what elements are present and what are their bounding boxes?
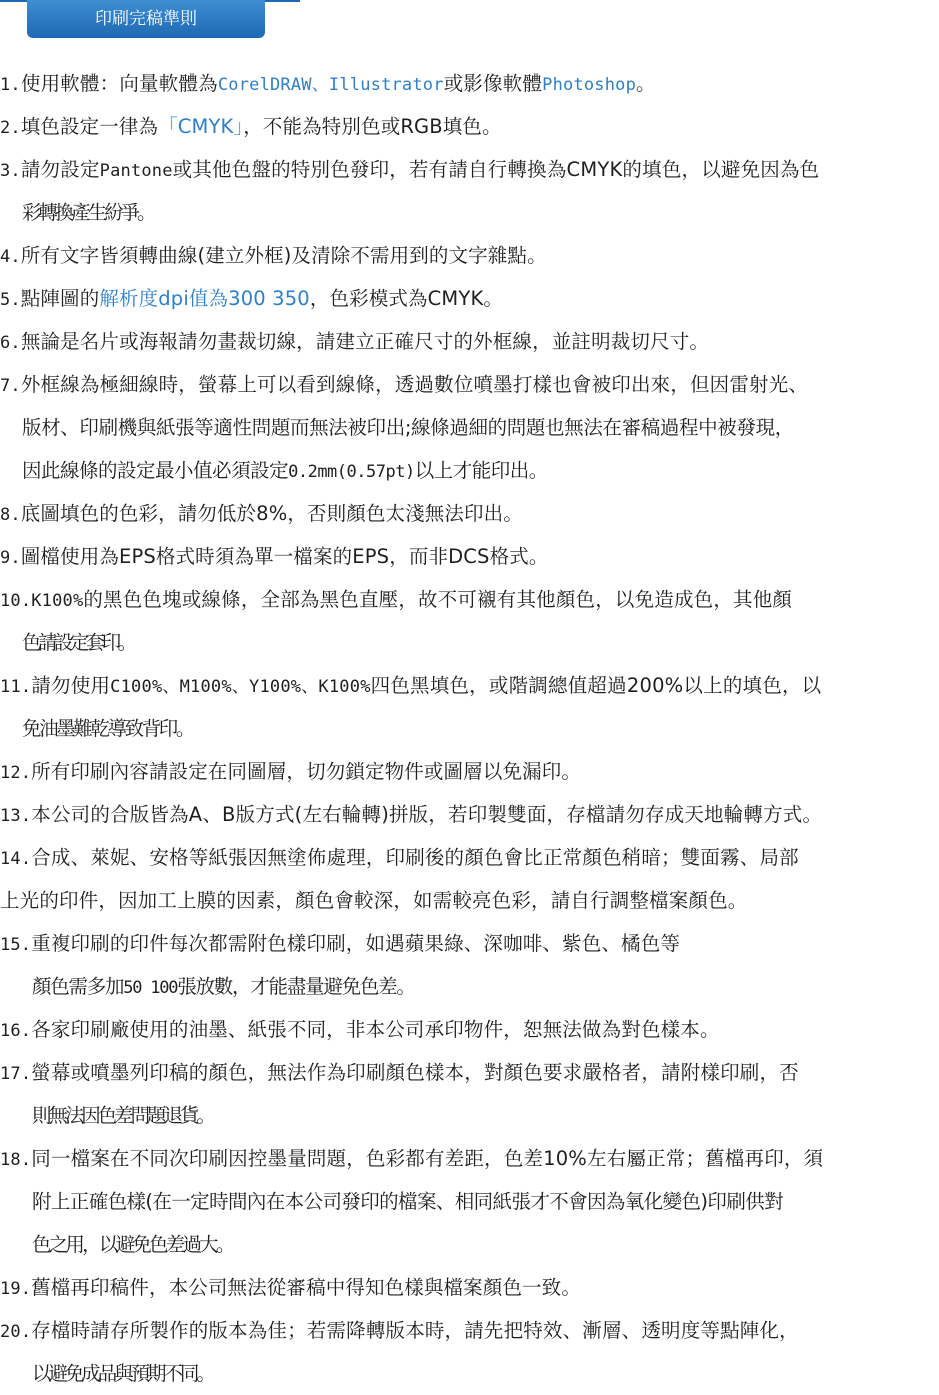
section-tab <box>27 0 265 38</box>
rule-15-cont: 顏色需多加50 100張放數，才能盡量避免色差。 <box>32 975 415 998</box>
rule-20-cont: 以避免成品與預期不同。 <box>32 1362 213 1385</box>
rule-18: 18.同一檔案在不同次印刷因控墨量問題，色彩都有差距，色差10%左右屬正常；舊檔再印，須 <box>0 1147 824 1170</box>
rule-10-cont: 色請設定套印。 <box>22 631 134 654</box>
rule-7: 7.外框線為極細線時，螢幕上可以看到線條，透過數位噴墨打樣也會被印出來，但因雷射光、 <box>0 373 809 396</box>
rule-11-cont: 免油墨難乾導致背印。 <box>22 717 194 740</box>
rule-18-cont-1: 附上正確色樣(在一定時間內在本公司發印的檔案、相同紙張才不會因為氧化變色)印刷供對 <box>32 1190 784 1213</box>
rule-7-cont-1: 版材、印刷機與紙張等適性問題而無法被印出;線條過細的問題也無法在審稿過程中被發現， <box>22 416 794 439</box>
rule-5: 5.點陣圖的解析度dpi值為300 350，色彩模式為CMYK。 <box>0 287 504 310</box>
rule-17: 17.螢幕或噴墨列印稿的顏色，無法作為印刷顏色樣本，對顏色要求嚴格者，請附樣印刷，否 <box>0 1061 799 1084</box>
rule-7-cont-2: 因此線條的設定最小值必須設定0.2mm(0.57pt)以上才能印出。 <box>22 459 548 482</box>
rule-14-cont: 上光的印件，因加工上膜的因素，顏色會較深，如需較亮色彩，請自行調整檔案顏色。 <box>0 889 748 912</box>
rule-1: 1.使用軟體：向量軟體為CorelDRAW、Illustrator或影像軟體Photoshop。 <box>0 72 656 95</box>
rule-11: 11.請勿使用C100%、M100%、Y100%、K100%四色黑填色，或階調總值超過200%以上的填色，以 <box>0 674 822 697</box>
rule-14: 14.合成、萊妮、安格等紙張因無塗佈處理，印刷後的顏色會比正常顏色稍暗；雙面霧、局部 <box>0 846 799 869</box>
section-title: 印刷完稿準則 <box>95 9 197 29</box>
rule-3: 3.請勿設定Pantone或其他色盤的特別色發印，若有請自行轉換為CMYK的填色，以避免因為色 <box>0 158 820 181</box>
rule-6: 6.無論是名片或海報請勿畫裁切線，請建立正確尺寸的外框線，並註明裁切尺寸。 <box>0 330 710 353</box>
rule-2: 2.填色設定一律為「CMYK」，不能為特別色或RGB填色。 <box>0 115 502 138</box>
rule-3-cont: 彩轉換產生紛爭。 <box>22 201 154 224</box>
rule-17-cont: 則無法因色差問題退貨。 <box>32 1104 213 1127</box>
rule-18-cont-2: 色之用，以避免色差過大。 <box>32 1233 233 1256</box>
rule-9: 9.圖檔使用為EPS格式時須為單一檔案的EPS，而非DCS格式。 <box>0 545 549 568</box>
rule-12: 12.所有印刷內容請設定在同圖層，切勿鎖定物件或圖層以免漏印。 <box>0 760 582 783</box>
rule-20: 20.存檔時請存所製作的版本為佳；若需降轉版本時，請先把特效、漸層、透明度等點陣化， <box>0 1319 799 1342</box>
rule-15: 15.重複印刷的印件每次都需附色樣印刷，如遇蘋果綠、深咖啡、紫色、橘色等 <box>0 932 681 955</box>
rule-10: 10.K100%的黑色色塊或線條，全部為黑色直壓，故不可襯有其他顏色，以免造成色，其他顏 <box>0 588 793 611</box>
rule-16: 16.各家印刷廠使用的油墨、紙張不同，非本公司承印物件，恕無法做為對色樣本。 <box>0 1018 720 1041</box>
rule-8: 8.底圖填色的色彩，請勿低於8%，否則顏色太淺無法印出。 <box>0 502 523 525</box>
rule-13: 13.本公司的合版皆為A、B版方式(左右輪轉)拼版，若印製雙面，存檔請勿存成天地輪轉方式。 <box>0 803 823 826</box>
rule-19: 19.舊檔再印稿件，本公司無法從審稿中得知色樣與檔案顏色一致。 <box>0 1276 582 1299</box>
rule-4: 4.所有文字皆須轉曲線(建立外框)及清除不需用到的文字雜點。 <box>0 244 547 267</box>
